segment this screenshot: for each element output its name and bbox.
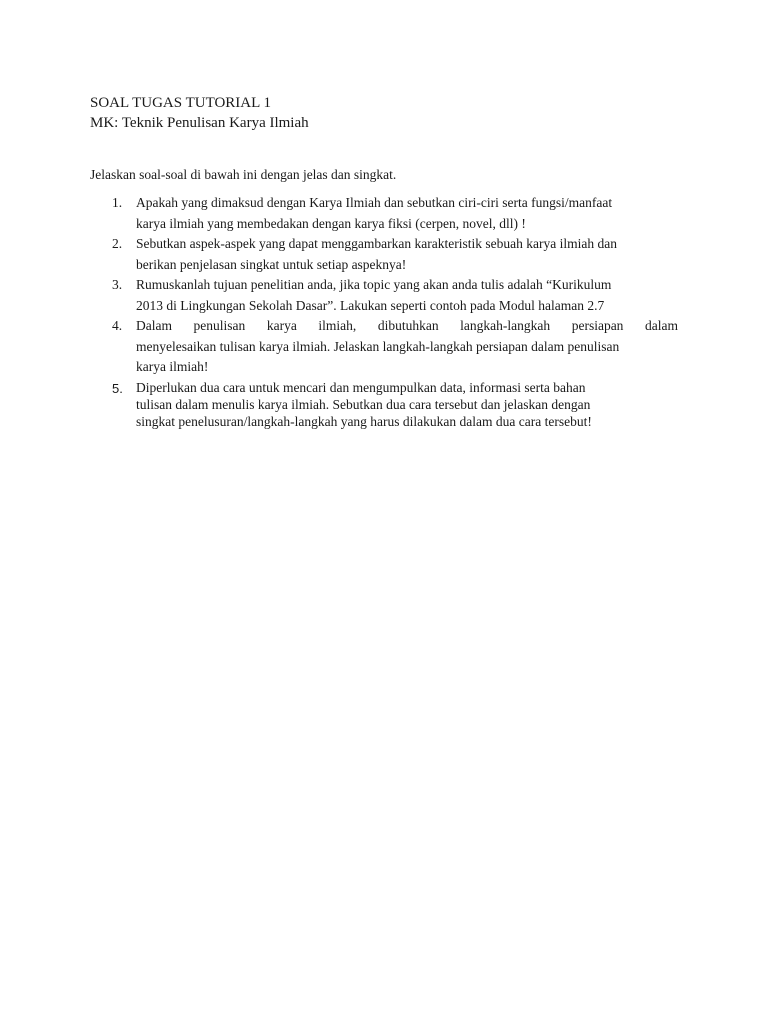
course-name: MK: Teknik Penulisan Karya Ilmiah [90, 115, 309, 131]
question-line: karya ilmiah yang membedakan dengan karya fiksi (cerpen, novel, dll) ! [136, 215, 526, 231]
question-text [136, 379, 678, 430]
question-number: 4. [112, 318, 123, 333]
question-line: berikan penjelasan singkat untuk setiap aspeknya! [136, 256, 407, 272]
question-text [136, 316, 678, 378]
document-header [90, 93, 309, 133]
question-text [136, 275, 678, 316]
document-title: SOAL TUGAS TUTORIAL 1 [90, 95, 271, 111]
question-list [90, 193, 678, 430]
question-line: Dalam penulisan karya ilmiah, dibutuhkan langkah-langkah persiapan dalam [136, 318, 678, 333]
question-line: Rumuskanlah tujuan penelitian anda, jika topic yang akan anda tulis adalah “Kurikulum [136, 277, 612, 292]
question-item-5 [90, 379, 678, 430]
question-line: tulisan dalam menulis karya ilmiah. Sebutkan dua cara tersebut dan jelaskan dengan [136, 396, 591, 412]
instructions-text: Jelaskan soal-soal di bawah ini dengan jelas dan singkat. [90, 167, 397, 182]
question-item-2 [90, 234, 678, 275]
question-item-3 [90, 275, 678, 316]
question-line: Sebutkan aspek-aspek yang dapat menggambarkan karakteristik sebuah karya ilmiah dan [136, 236, 617, 251]
question-line: 2013 di Lingkungan Sekolah Dasar”. Lakukan seperti contoh pada Modul halaman 2.7 [136, 297, 605, 313]
question-number: 2. [112, 236, 123, 251]
question-line: Apakah yang dimaksud dengan Karya Ilmiah dan sebutkan ciri-ciri serta fungsi/manfaat [136, 195, 613, 210]
question-line: karya ilmiah! [136, 359, 209, 374]
question-number: 1. [112, 195, 123, 210]
question-line: menyelesaikan tulisan karya ilmiah. Jelaskan langkah-langkah persiapan dalam penulisan [136, 338, 620, 354]
question-item-1 [90, 193, 678, 234]
question-item-4 [90, 316, 678, 378]
question-line: singkat penelusuran/langkah-langkah yang harus dilakukan dalam dua cara tersebut! [136, 413, 592, 429]
question-text [136, 234, 678, 275]
question-number: 5. [112, 380, 123, 396]
question-line: Diperlukan dua cara untuk mencari dan mengumpulkan data, informasi serta bahan [136, 379, 586, 395]
question-text [136, 193, 678, 234]
question-number: 3. [112, 277, 123, 292]
